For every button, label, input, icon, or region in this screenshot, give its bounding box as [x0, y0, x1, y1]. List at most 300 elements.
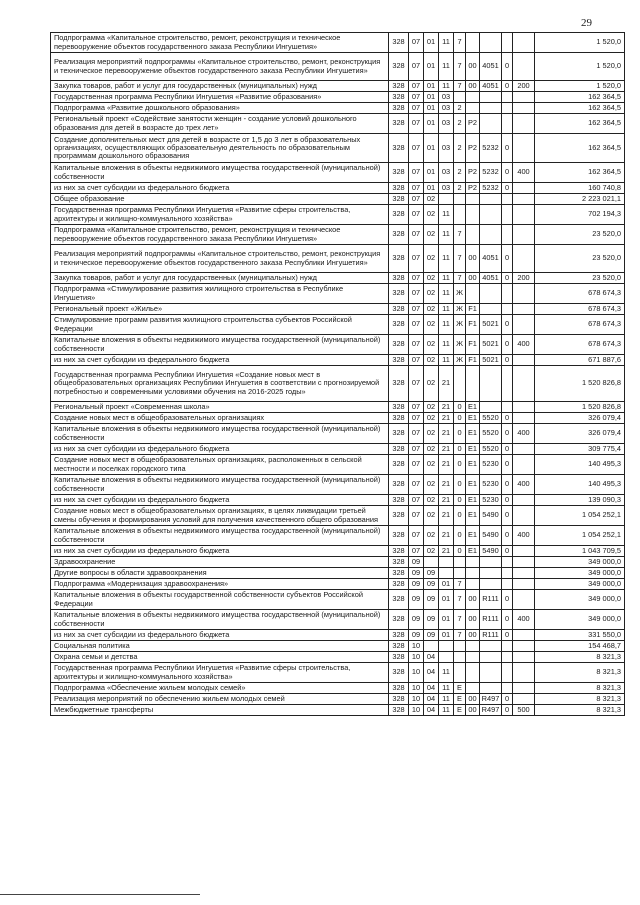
cell-proj: 00	[466, 694, 480, 705]
cell-prog: 21	[439, 402, 454, 413]
cell-subprog: 7	[454, 33, 466, 53]
cell-gr: 328	[389, 557, 409, 568]
cell-proj: E1	[466, 546, 480, 557]
cell-gr: 328	[389, 335, 409, 355]
cell-proj	[466, 92, 480, 103]
table-row	[51, 557, 625, 568]
table-row	[51, 444, 625, 455]
cell-name: Подпрограмма «Капитальное строительство, ремонт, реконструкция и техническое перевооружение объектов государственного заказа Республики Ингушетия»	[51, 225, 389, 245]
cell-rz: 07	[409, 273, 424, 284]
cell-rz: 07	[409, 413, 424, 424]
cell-amount: 8 321,3	[535, 652, 625, 663]
cell-seg	[502, 641, 513, 652]
cell-subprog: Е	[454, 694, 466, 705]
cell-gr: 328	[389, 53, 409, 81]
cell-prog: 21	[439, 444, 454, 455]
cell-dir: R497	[480, 705, 502, 716]
cell-gr: 328	[389, 205, 409, 225]
cell-amount: 309 775,4	[535, 444, 625, 455]
cell-seg: 0	[502, 475, 513, 495]
cell-prog	[439, 568, 454, 579]
cell-amount: 678 674,3	[535, 284, 625, 304]
cell-prog: 21	[439, 526, 454, 546]
cell-prog	[439, 641, 454, 652]
cell-prog: 03	[439, 134, 454, 163]
cell-name: из них за счет субсидии из федерального бюджета	[51, 444, 389, 455]
cell-vr: 200	[513, 273, 535, 284]
cell-dir: 5490	[480, 526, 502, 546]
table-row	[51, 205, 625, 225]
table-row	[51, 315, 625, 335]
cell-proj: E1	[466, 402, 480, 413]
cell-prog: 11	[439, 245, 454, 273]
cell-name: Социальная политика	[51, 641, 389, 652]
cell-amount: 349 000,0	[535, 590, 625, 610]
cell-amount: 331 550,0	[535, 630, 625, 641]
cell-amount: 349 000,0	[535, 579, 625, 590]
cell-gr: 328	[389, 114, 409, 134]
cell-vr: 400	[513, 424, 535, 444]
cell-rz: 07	[409, 444, 424, 455]
cell-dir: 5520	[480, 424, 502, 444]
cell-subprog: 2	[454, 163, 466, 183]
table-row	[51, 413, 625, 424]
cell-amount: 326 079,4	[535, 413, 625, 424]
cell-proj	[466, 194, 480, 205]
cell-gr: 328	[389, 663, 409, 683]
cell-vr: 200	[513, 81, 535, 92]
cell-subprog: 7	[454, 610, 466, 630]
cell-amount: 23 520,0	[535, 273, 625, 284]
cell-amount: 1 520,0	[535, 81, 625, 92]
cell-dir	[480, 366, 502, 402]
cell-subprog: 7	[454, 590, 466, 610]
cell-rz: 09	[409, 579, 424, 590]
cell-gr: 328	[389, 630, 409, 641]
cell-name: Общее образование	[51, 194, 389, 205]
cell-proj: E1	[466, 495, 480, 506]
cell-subprog: 7	[454, 53, 466, 81]
cell-name: Реализация мероприятий по обеспечению жильем молодых семей	[51, 694, 389, 705]
cell-rz: 10	[409, 641, 424, 652]
cell-prog: 11	[439, 663, 454, 683]
table-row	[51, 245, 625, 273]
cell-rz: 07	[409, 92, 424, 103]
table-row	[51, 663, 625, 683]
cell-seg: 0	[502, 506, 513, 526]
cell-seg: 0	[502, 183, 513, 194]
cell-seg	[502, 663, 513, 683]
cell-amount: 139 090,3	[535, 495, 625, 506]
cell-vr	[513, 194, 535, 205]
cell-amount: 1 520,0	[535, 33, 625, 53]
cell-vr: 400	[513, 475, 535, 495]
cell-dir: 5021	[480, 355, 502, 366]
cell-seg: 0	[502, 526, 513, 546]
cell-pr: 02	[424, 245, 439, 273]
cell-vr	[513, 579, 535, 590]
cell-amount: 349 000,0	[535, 610, 625, 630]
cell-pr: 02	[424, 424, 439, 444]
cell-pr: 09	[424, 630, 439, 641]
cell-name: Подпрограмма «Модернизация здравоохранения»	[51, 579, 389, 590]
cell-subprog: Е	[454, 705, 466, 716]
cell-vr: 400	[513, 335, 535, 355]
cell-prog: 03	[439, 92, 454, 103]
cell-proj	[466, 652, 480, 663]
cell-gr: 328	[389, 163, 409, 183]
cell-seg: 0	[502, 245, 513, 273]
cell-subprog: 7	[454, 81, 466, 92]
cell-amount: 162 364,5	[535, 114, 625, 134]
cell-gr: 328	[389, 134, 409, 163]
cell-amount: 140 495,3	[535, 475, 625, 495]
cell-prog: 21	[439, 475, 454, 495]
table-row	[51, 579, 625, 590]
table-row	[51, 630, 625, 641]
cell-rz: 07	[409, 506, 424, 526]
cell-gr: 328	[389, 506, 409, 526]
cell-prog: 01	[439, 590, 454, 610]
cell-amount: 1 520,0	[535, 53, 625, 81]
cell-prog: 11	[439, 705, 454, 716]
cell-name: Создание новых мест в общеобразовательных организациях	[51, 413, 389, 424]
cell-seg	[502, 579, 513, 590]
cell-proj	[466, 103, 480, 114]
cell-proj	[466, 579, 480, 590]
cell-prog: 11	[439, 335, 454, 355]
cell-name: Создание дополнительных мест для детей в возрасте от 1,5 до 3 лет в образовательных организациях, осуществляющих образовательную деятельность по образовательным программам дошкольного образования	[51, 134, 389, 163]
cell-name: из них за счет субсидии из федерального бюджета	[51, 183, 389, 194]
cell-seg: 0	[502, 413, 513, 424]
cell-amount: 162 364,5	[535, 92, 625, 103]
cell-rz: 10	[409, 694, 424, 705]
cell-seg: 0	[502, 315, 513, 335]
cell-name: Капитальные вложения в объекты недвижимого имущества государственной (муниципальной) собственности	[51, 163, 389, 183]
cell-rz: 07	[409, 475, 424, 495]
cell-seg: 0	[502, 455, 513, 475]
table-row	[51, 163, 625, 183]
table-row	[51, 590, 625, 610]
cell-seg	[502, 92, 513, 103]
cell-prog: 11	[439, 225, 454, 245]
cell-rz: 07	[409, 53, 424, 81]
cell-proj: 00	[466, 273, 480, 284]
cell-proj: 00	[466, 705, 480, 716]
cell-pr: 01	[424, 33, 439, 53]
cell-dir: 4051	[480, 245, 502, 273]
cell-pr: 01	[424, 183, 439, 194]
cell-rz: 07	[409, 315, 424, 335]
cell-prog	[439, 557, 454, 568]
cell-proj	[466, 557, 480, 568]
cell-pr: 02	[424, 355, 439, 366]
cell-pr: 02	[424, 546, 439, 557]
cell-prog: 11	[439, 53, 454, 81]
cell-rz: 07	[409, 163, 424, 183]
cell-prog: 11	[439, 355, 454, 366]
cell-dir	[480, 92, 502, 103]
cell-seg	[502, 114, 513, 134]
cell-gr: 328	[389, 568, 409, 579]
table-row	[51, 652, 625, 663]
cell-subprog	[454, 641, 466, 652]
table-row	[51, 641, 625, 652]
cell-dir: R111	[480, 610, 502, 630]
cell-vr	[513, 590, 535, 610]
cell-amount: 1 054 252,1	[535, 506, 625, 526]
cell-dir	[480, 683, 502, 694]
cell-subprog	[454, 205, 466, 225]
cell-proj: F1	[466, 335, 480, 355]
cell-subprog: 7	[454, 245, 466, 273]
cell-seg: 0	[502, 273, 513, 284]
cell-rz: 07	[409, 81, 424, 92]
cell-dir: 5490	[480, 546, 502, 557]
cell-seg	[502, 652, 513, 663]
cell-vr: 400	[513, 610, 535, 630]
cell-seg	[502, 683, 513, 694]
cell-name: Подпрограмма «Обеспечение жильем молодых семей»	[51, 683, 389, 694]
cell-name: Государственная программа Республики Ингушетия «Развитие образования»	[51, 92, 389, 103]
cell-name: Капитальные вложения в объекты недвижимого имущества государственной (муниципальной) собственности	[51, 424, 389, 444]
cell-subprog: 0	[454, 526, 466, 546]
table-row	[51, 546, 625, 557]
cell-vr	[513, 444, 535, 455]
cell-gr: 328	[389, 475, 409, 495]
cell-seg	[502, 103, 513, 114]
cell-name: Подпрограмма «Стимулирование развития жилищного строительства в Республике Ингушетия»	[51, 284, 389, 304]
cell-proj: P2	[466, 163, 480, 183]
cell-dir	[480, 103, 502, 114]
cell-dir: 4051	[480, 273, 502, 284]
cell-proj	[466, 366, 480, 402]
cell-pr: 09	[424, 590, 439, 610]
cell-seg	[502, 557, 513, 568]
cell-subprog: Ж	[454, 315, 466, 335]
footer-rule	[0, 894, 200, 895]
cell-subprog: 2	[454, 183, 466, 194]
cell-subprog	[454, 366, 466, 402]
cell-gr: 328	[389, 183, 409, 194]
cell-vr	[513, 92, 535, 103]
cell-gr: 328	[389, 590, 409, 610]
cell-name: Подпрограмма «Капитальное строительство, ремонт, реконструкция и техническое перевооружение объектов государственного заказа Республики Ингушетия»	[51, 33, 389, 53]
cell-amount: 326 079,4	[535, 424, 625, 444]
cell-pr: 02	[424, 475, 439, 495]
cell-pr: 02	[424, 366, 439, 402]
cell-seg: 0	[502, 134, 513, 163]
cell-rz: 10	[409, 705, 424, 716]
cell-subprog: 0	[454, 444, 466, 455]
cell-pr: 01	[424, 92, 439, 103]
page-number: 29	[581, 17, 592, 29]
cell-seg	[502, 304, 513, 315]
cell-gr: 328	[389, 495, 409, 506]
cell-prog	[439, 194, 454, 205]
cell-pr: 02	[424, 304, 439, 315]
cell-amount: 1 520 826,8	[535, 402, 625, 413]
cell-dir	[480, 557, 502, 568]
cell-rz: 07	[409, 284, 424, 304]
cell-proj: E1	[466, 413, 480, 424]
cell-pr: 02	[424, 526, 439, 546]
cell-prog: 01	[439, 610, 454, 630]
cell-pr: 02	[424, 315, 439, 335]
cell-vr	[513, 304, 535, 315]
table-row	[51, 194, 625, 205]
cell-prog: 21	[439, 413, 454, 424]
cell-vr	[513, 402, 535, 413]
cell-pr: 01	[424, 163, 439, 183]
cell-vr	[513, 495, 535, 506]
cell-pr: 09	[424, 610, 439, 630]
cell-proj: 00	[466, 81, 480, 92]
cell-dir	[480, 304, 502, 315]
cell-dir	[480, 652, 502, 663]
cell-prog: 21	[439, 424, 454, 444]
table-row	[51, 495, 625, 506]
cell-gr: 328	[389, 315, 409, 335]
cell-dir	[480, 284, 502, 304]
cell-seg: 0	[502, 610, 513, 630]
cell-proj: E1	[466, 424, 480, 444]
cell-proj: 00	[466, 53, 480, 81]
cell-seg: 0	[502, 630, 513, 641]
cell-proj	[466, 641, 480, 652]
table-row	[51, 304, 625, 315]
cell-pr: 02	[424, 273, 439, 284]
cell-dir: 5490	[480, 506, 502, 526]
cell-gr: 328	[389, 273, 409, 284]
cell-gr: 328	[389, 92, 409, 103]
budget-table	[50, 32, 625, 716]
table-row	[51, 92, 625, 103]
cell-proj: P2	[466, 134, 480, 163]
cell-gr: 328	[389, 304, 409, 315]
cell-prog: 11	[439, 284, 454, 304]
cell-proj: 00	[466, 245, 480, 273]
cell-pr: 01	[424, 114, 439, 134]
cell-gr: 328	[389, 355, 409, 366]
cell-gr: 328	[389, 641, 409, 652]
cell-proj: F1	[466, 315, 480, 335]
cell-pr: 04	[424, 683, 439, 694]
cell-gr: 328	[389, 413, 409, 424]
cell-amount: 349 000,0	[535, 568, 625, 579]
cell-rz: 07	[409, 194, 424, 205]
table-row	[51, 610, 625, 630]
cell-rz: 07	[409, 33, 424, 53]
cell-proj: E1	[466, 444, 480, 455]
table-row	[51, 568, 625, 579]
cell-amount: 349 000,0	[535, 557, 625, 568]
cell-seg: 0	[502, 705, 513, 716]
cell-name: Другие вопросы в области здравоохранения	[51, 568, 389, 579]
cell-name: Государственная программа Республики Ингушетия «Развитие сферы строительства, архитектуры и жилищно-коммунального хозяйства»	[51, 663, 389, 683]
cell-subprog: 0	[454, 402, 466, 413]
cell-amount: 160 740,8	[535, 183, 625, 194]
table-row	[51, 335, 625, 355]
cell-subprog	[454, 568, 466, 579]
cell-name: Капитальные вложения в объекты недвижимого имущества государственной (муниципальной) собственности	[51, 475, 389, 495]
cell-rz: 09	[409, 610, 424, 630]
cell-proj: P2	[466, 183, 480, 194]
cell-dir: 5230	[480, 495, 502, 506]
cell-subprog: 7	[454, 630, 466, 641]
cell-seg: 0	[502, 163, 513, 183]
cell-amount: 2 223 021,1	[535, 194, 625, 205]
cell-dir: 5230	[480, 475, 502, 495]
cell-rz: 07	[409, 546, 424, 557]
cell-vr: 400	[513, 163, 535, 183]
cell-rz: 07	[409, 526, 424, 546]
cell-gr: 328	[389, 284, 409, 304]
cell-seg: 0	[502, 546, 513, 557]
table-row	[51, 455, 625, 475]
cell-rz: 09	[409, 630, 424, 641]
cell-gr: 328	[389, 526, 409, 546]
cell-prog: 21	[439, 546, 454, 557]
cell-name: из них за счет субсидии из федерального бюджета	[51, 495, 389, 506]
cell-vr	[513, 694, 535, 705]
cell-name: Региональный проект «Содействие занятости женщин - создание условий дошкольного образования для детей в возрасте до трех лет»	[51, 114, 389, 134]
cell-name: из них за счет субсидии из федерального бюджета	[51, 630, 389, 641]
cell-gr: 328	[389, 705, 409, 716]
cell-rz: 07	[409, 114, 424, 134]
cell-amount: 140 495,3	[535, 455, 625, 475]
cell-proj	[466, 205, 480, 225]
cell-name: Капитальные вложения в объекты недвижимого имущества государственной (муниципальной) собственности	[51, 526, 389, 546]
cell-seg	[502, 194, 513, 205]
cell-dir	[480, 205, 502, 225]
table-row	[51, 402, 625, 413]
cell-proj: 00	[466, 590, 480, 610]
cell-prog: 21	[439, 455, 454, 475]
cell-gr: 328	[389, 424, 409, 444]
cell-name: Закупка товаров, работ и услуг для государственных (муниципальных) нужд	[51, 273, 389, 284]
cell-proj: 00	[466, 630, 480, 641]
cell-vr: 400	[513, 526, 535, 546]
cell-proj: E1	[466, 455, 480, 475]
table-body	[51, 33, 625, 716]
cell-dir: 5232	[480, 134, 502, 163]
cell-prog: 03	[439, 183, 454, 194]
cell-pr: 02	[424, 506, 439, 526]
cell-amount: 162 364,5	[535, 163, 625, 183]
cell-rz: 07	[409, 304, 424, 315]
cell-dir	[480, 402, 502, 413]
cell-prog: 11	[439, 315, 454, 335]
cell-amount: 162 364,5	[535, 134, 625, 163]
cell-dir: 4051	[480, 81, 502, 92]
cell-dir	[480, 33, 502, 53]
cell-prog: 01	[439, 630, 454, 641]
cell-pr: 02	[424, 225, 439, 245]
cell-seg: 0	[502, 495, 513, 506]
cell-dir: 5520	[480, 413, 502, 424]
cell-vr	[513, 355, 535, 366]
cell-proj	[466, 683, 480, 694]
cell-vr	[513, 245, 535, 273]
cell-vr	[513, 413, 535, 424]
cell-gr: 328	[389, 366, 409, 402]
cell-prog: 11	[439, 694, 454, 705]
cell-gr: 328	[389, 103, 409, 114]
cell-dir	[480, 663, 502, 683]
cell-name: Государственная программа Республики Ингушетия «Создание новых мест в общеобразовательных организациях Республики Ингушетия в соответствии с прогнозируемой потребностью и современными условиями обучения на 2016-2025 годы»	[51, 366, 389, 402]
table-row	[51, 506, 625, 526]
